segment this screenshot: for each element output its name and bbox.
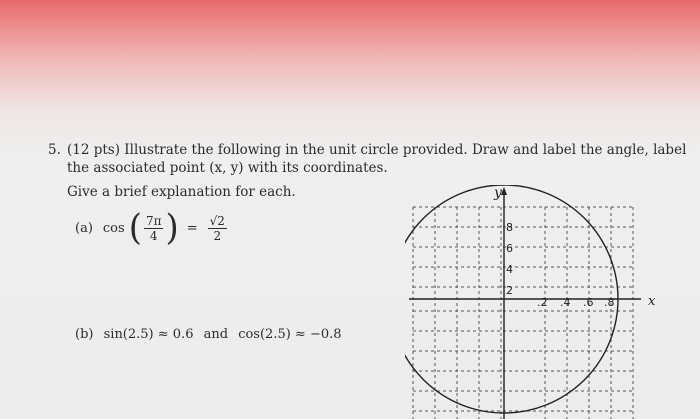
part-a — [75, 207, 229, 249]
y-axis-label: y — [494, 185, 502, 201]
problem-text-line1: (12 pts) Illustrate the following in the unit circle provided. Draw and label the angle, label — [67, 142, 687, 158]
angle-fraction — [144, 214, 164, 243]
left-paren: ( — [128, 207, 142, 249]
explanation-instruction: Give a brief explanation for each. — [67, 184, 296, 200]
right-paren: ) — [165, 207, 179, 249]
equals-sign: = — [186, 220, 198, 236]
y-tick-labels — [506, 221, 513, 297]
y-tick-label: 4 — [506, 263, 513, 276]
y-tick-label: 8 — [506, 221, 513, 234]
cos-expression: cos(2.5) ≈ −0.8 — [238, 327, 342, 342]
x-tick-label: .4 — [560, 296, 571, 309]
x-tick-label: .8 — [604, 296, 615, 309]
unit-circle-graph — [405, 185, 685, 419]
x-axis-label: x — [648, 294, 656, 309]
x-tick-label: .2 — [537, 296, 548, 309]
cos-function: cos — [102, 220, 125, 236]
problem-number: 5. — [48, 142, 61, 158]
y-tick-label: 2 — [506, 284, 513, 297]
angle-denominator: 4 — [149, 228, 158, 243]
value-numerator: √2 — [209, 213, 225, 228]
y-tick-label: 6 — [506, 242, 513, 255]
part-a-label: (a) — [75, 220, 93, 236]
value-denominator: 2 — [213, 228, 222, 243]
and-word: and — [203, 327, 229, 342]
angle-numerator: 7π — [145, 213, 162, 228]
problem-text-line2: the associated point (x, y) with its coordinates. — [67, 160, 388, 176]
sin-expression: sin(2.5) ≈ 0.6 — [103, 327, 194, 342]
part-b — [75, 327, 348, 342]
x-tick-label: .6 — [583, 296, 594, 309]
x-tick-labels — [537, 296, 615, 309]
part-b-label: (b) — [75, 327, 94, 342]
value-fraction — [208, 214, 227, 243]
